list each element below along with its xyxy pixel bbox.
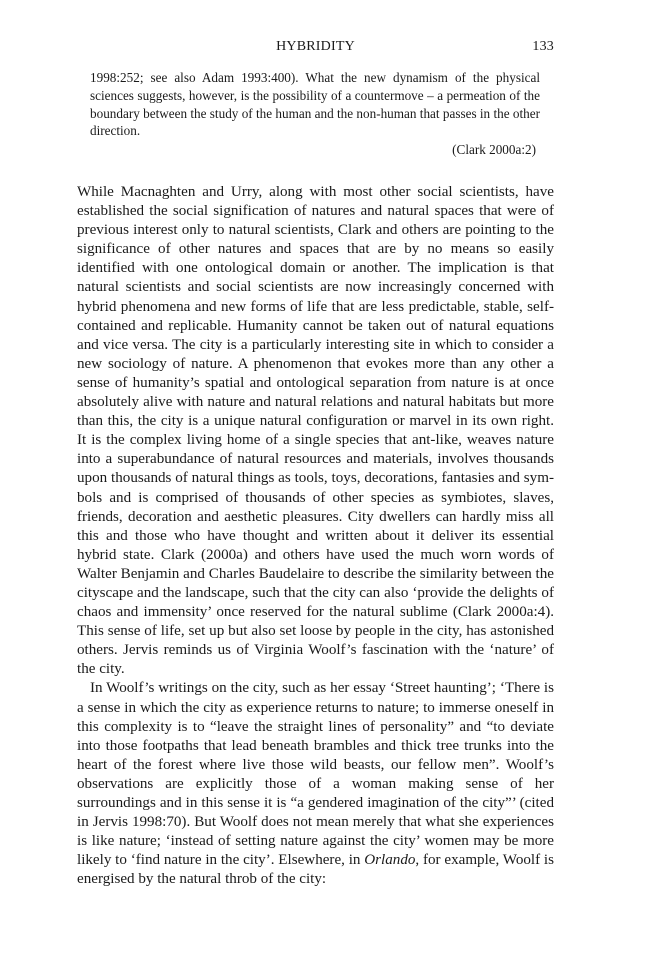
body-text [77, 183, 554, 889]
running-title: HYBRIDITY [276, 39, 355, 54]
block-quote [90, 69, 540, 159]
paragraph-2-text: In Woolf’s writings on the city, such as her essay ‘Street haunting’; ‘There is a sense in which the city as experience returns to nature; to immerse oneself in this complexity is to “leave the straight lines of personality” and “to deviate into those footpaths that lead beneath brambles and thick tree trunks into the heart of the forest where live those wild beasts, our fellow men”. Woolf’s observations are explicitly those of a woman making sense of her surroundings and in this sense it is “a gendered imagination of the city”’ (cited in Jervis 1998:70). But Woolf does not mean merely that what she experiences is like nature; ‘instead of setting nature against the city’ women may be more likely to ‘find nature in the city’. Elsewhere, in [77, 680, 554, 869]
italic-book-title: Orlando [364, 852, 416, 869]
paragraph-2 [77, 679, 554, 889]
running-header [77, 39, 554, 59]
block-quote-text: 1998:252; see also Adam 1993:400). What the new dynamism of the physical sciences suggests, however, is the possibility of a countermove – a permeation of the boundary between the study of the human and the non-human that passes in the other direction. [90, 70, 540, 139]
paragraph-2-end: , for example, Woolf is energised by the natural throb of the city: [77, 852, 554, 888]
block-quote-citation: (Clark 2000a:2) [452, 142, 536, 158]
paragraph-1: While Macnaghten and Urry, along with most other social scientists, have established the social signification of natures and natural spaces that were of previous interest only to natural scientists, Clark and others are pointing to the significance of other natures and spaces that are by no means so easily identified with one ontological domain or another. The implication is that natural scientists and social scientists are now increasingly concerned with hybrid phenomena and new forms of life that are less predictable, stable, self-contained and replicable. Humanity cannot be taken out of natural equations and vice versa. The city is a particularly interesting site in which to consider a new sociology of nature. A phenomenon that evokes more than any other a sense of humanity’s spatial and ontological separation from nature is at once absolutely alive with nature and natural relations and natural habitats but more than this, the city is a unique natural configuration or marvel in its own right. It is the complex living home of a single species that ant-like, weaves nature into a superabundance of natural resources and materials, involves thousands upon thousands of natural things as tools, toys, decorations, fantasies and symbols and is comprised of thousands of other species as symbiotes, slaves, friends, decoration and aesthetic pleasures. City dwellers can hardly miss all this and those who have thought and written about it deliver its essential hybrid state. Clark (2000a) and others have used the much worn words of Walter Benjamin and Charles Baudelaire to describe the similarity between the cityscape and the landscape, such that the city can also ‘provide the delights of chaos and immensity’ once reserved for the natural sublime (Clark 2000a:4). This sense of life, set up but also set loose by people in the city, has astonished others. Jervis reminds us of Virginia Woolf’s fascination with the ‘nature’ of the city. [77, 184, 554, 678]
page-number: 133 [532, 39, 554, 54]
